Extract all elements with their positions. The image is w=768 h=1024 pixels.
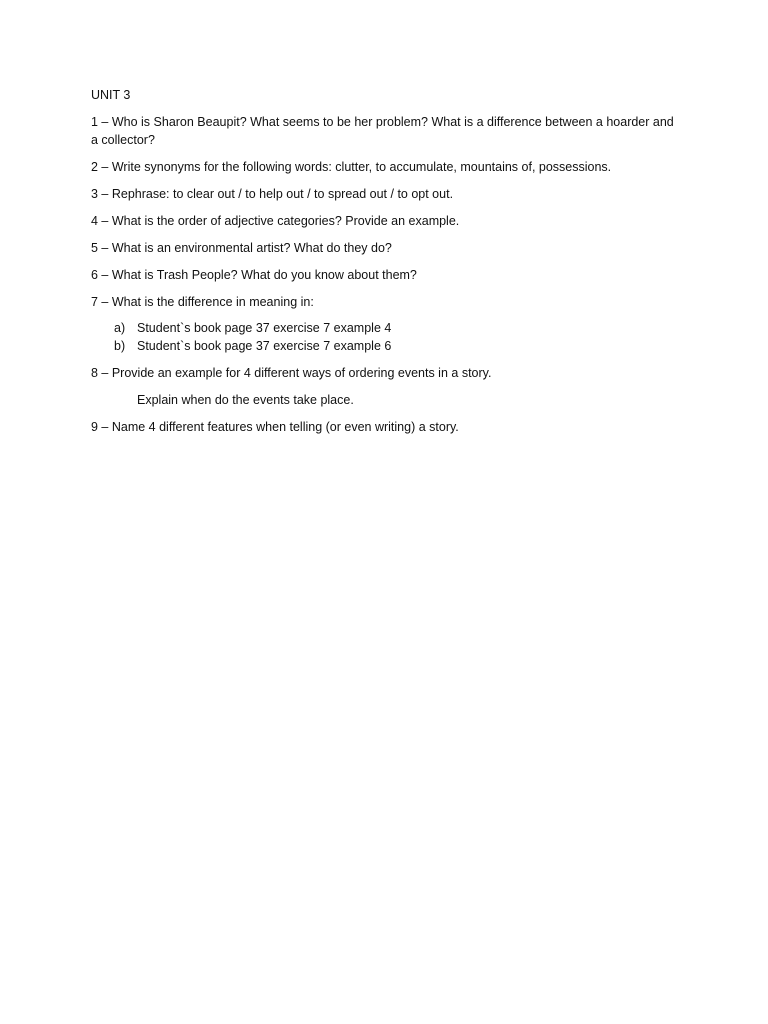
unit-title: UNIT 3 — [91, 88, 131, 102]
question-8-note: Explain when do the events take place. — [137, 393, 354, 407]
question-6: 6 – What is Trash People? What do you know about them? — [91, 268, 417, 282]
question-7: 7 – What is the difference in meaning in: — [91, 295, 314, 309]
question-7-sublist — [91, 319, 681, 355]
question-4: 4 – What is the order of adjective categories? Provide an example. — [91, 214, 460, 228]
question-2: 2 – Write synonyms for the following words: clutter, to accumulate, mountains of, possessions. — [91, 160, 612, 174]
sublist-marker: b) — [114, 339, 126, 353]
sublist-item-a — [91, 319, 681, 337]
question-8: 8 – Provide an example for 4 different ways of ordering events in a story. — [91, 366, 492, 380]
question-1: 1 – Who is Sharon Beaupit? What seems to be her problem? What is a difference between a hoarder and a collector? — [91, 115, 674, 147]
sublist-item-text: Student`s book page 37 exercise 7 example 6 — [137, 339, 392, 353]
sublist-item-text: Student`s book page 37 exercise 7 example 4 — [137, 321, 392, 335]
sublist-marker: a) — [114, 321, 126, 335]
question-3: 3 – Rephrase: to clear out / to help out / to spread out / to opt out. — [91, 187, 454, 201]
question-9: 9 – Name 4 different features when telling (or even writing) a story. — [91, 420, 459, 434]
sublist-item-b — [91, 337, 681, 355]
question-5: 5 – What is an environmental artist? What do they do? — [91, 241, 392, 255]
document-body — [91, 86, 681, 445]
